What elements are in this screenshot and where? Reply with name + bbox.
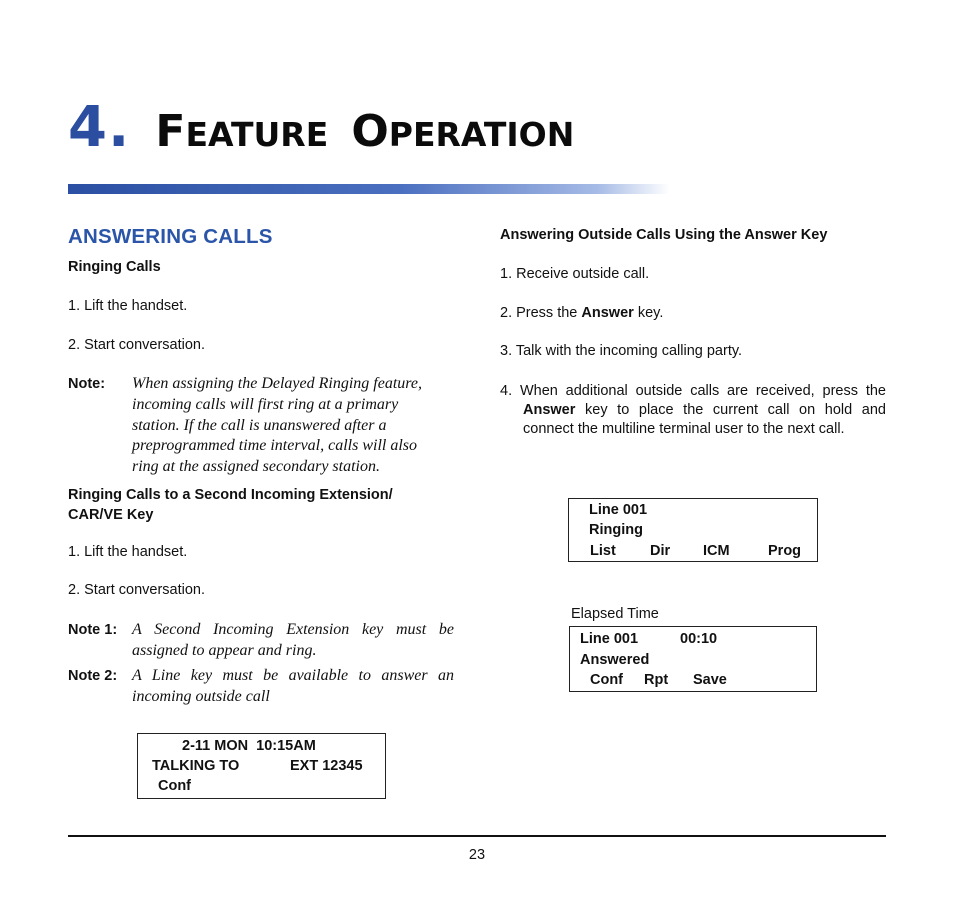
answer-step-1: 1. Receive outside call.	[500, 266, 650, 282]
lcd-softkey-rpt: Rpt	[644, 672, 669, 688]
note1-text: A Second Incoming Extension key must be assigned to appear and ring.	[132, 621, 454, 659]
ringing-step-1: 1. Lift the handset.	[68, 298, 188, 314]
lcd-line-datetime: 2-11 MON 10:15AM	[182, 738, 316, 754]
answer-step-4	[500, 382, 886, 439]
chapter-title-word2	[351, 106, 575, 157]
answer-step-2-key: Answer	[581, 305, 634, 321]
lcd-softkey-icm: ICM	[703, 543, 730, 559]
answer-step-4-suffix: key to place the current call on hold and connect the multiline terminal user to the next call.	[523, 402, 886, 437]
note-label: Note:	[68, 376, 106, 392]
answer-step-3: 3. Talk with the incoming calling party.	[500, 343, 743, 359]
chapter-title-word1	[155, 106, 329, 157]
answer-step-4-key: Answer	[523, 402, 576, 418]
ringing-calls-heading: Ringing Calls	[68, 259, 161, 275]
note-line: station. If the call is unanswered after a	[132, 416, 387, 434]
lcd-line-line001: Line 001	[580, 631, 639, 647]
chapter-title	[68, 95, 575, 160]
chapter-number: 4.	[68, 95, 131, 160]
ringing-step-2: 2. Start conversation.	[68, 337, 206, 353]
note-line: incoming calls will first ring at a primary	[132, 395, 399, 413]
section-heading: ANSWERING CALLS	[68, 225, 273, 248]
lcd-softkey-dir: Dir	[650, 543, 671, 559]
title-underline-bar	[68, 184, 670, 194]
note-line: ring at the assigned secondary station.	[132, 458, 380, 476]
lcd-elapsed-time: 00:10	[680, 631, 718, 647]
answer-step-2-prefix: 2. Press the	[500, 305, 582, 321]
answer-step-2	[500, 305, 663, 321]
note2-label: Note 2:	[68, 668, 118, 684]
lcd-softkey-list: List	[590, 543, 616, 559]
footer-rule	[68, 835, 886, 837]
second-extension-heading-line2: CAR/VE Key	[68, 507, 154, 523]
note1-label: Note 1:	[68, 622, 118, 638]
lcd-softkey-conf: Conf	[158, 778, 192, 794]
lcd-line-answered: Answered	[580, 652, 650, 668]
note2-text: A Line key must be available to answer an incoming outside call	[132, 667, 454, 705]
lcd-line-extension: EXT 12345	[290, 758, 363, 774]
page-number: 23	[468, 847, 486, 863]
lcd-display-answered	[569, 626, 817, 692]
elapsed-time-label: Elapsed Time	[571, 606, 659, 622]
lcd-softkey-save: Save	[693, 672, 727, 688]
answer-key-heading: Answering Outside Calls Using the Answer Key	[500, 227, 828, 243]
lcd-line-ringing: Ringing	[589, 522, 643, 538]
lcd-display-talking	[137, 733, 386, 799]
chapter-title-word1-rest: EATURE	[185, 115, 329, 154]
lcd-softkey-prog: Prog	[768, 543, 802, 559]
second-step-2: 2. Start conversation.	[68, 582, 206, 598]
note-line: preprogrammed time interval, calls will also	[132, 437, 418, 455]
chapter-title-word2-initial: O	[351, 106, 389, 157]
lcd-softkey-conf: Conf	[590, 672, 624, 688]
answer-step-2-suffix: key.	[633, 305, 664, 321]
note-line: When assigning the Delayed Ringing feature,	[132, 375, 423, 392]
lcd-display-ringing	[568, 498, 818, 562]
chapter-title-word2-rest: PERATION	[388, 115, 575, 154]
answer-step-4-prefix: 4. When additional outside calls are received, press the	[500, 383, 886, 399]
second-step-1: 1. Lift the handset.	[68, 544, 188, 560]
lcd-line-line001: Line 001	[589, 502, 648, 518]
chapter-title-word1-initial: F	[155, 106, 186, 157]
lcd-line-talking-to: TALKING TO	[152, 758, 240, 774]
second-extension-heading-line1: Ringing Calls to a Second Incoming Extension/	[68, 487, 393, 503]
second-extension-heading	[68, 485, 393, 525]
note-text	[132, 374, 462, 478]
